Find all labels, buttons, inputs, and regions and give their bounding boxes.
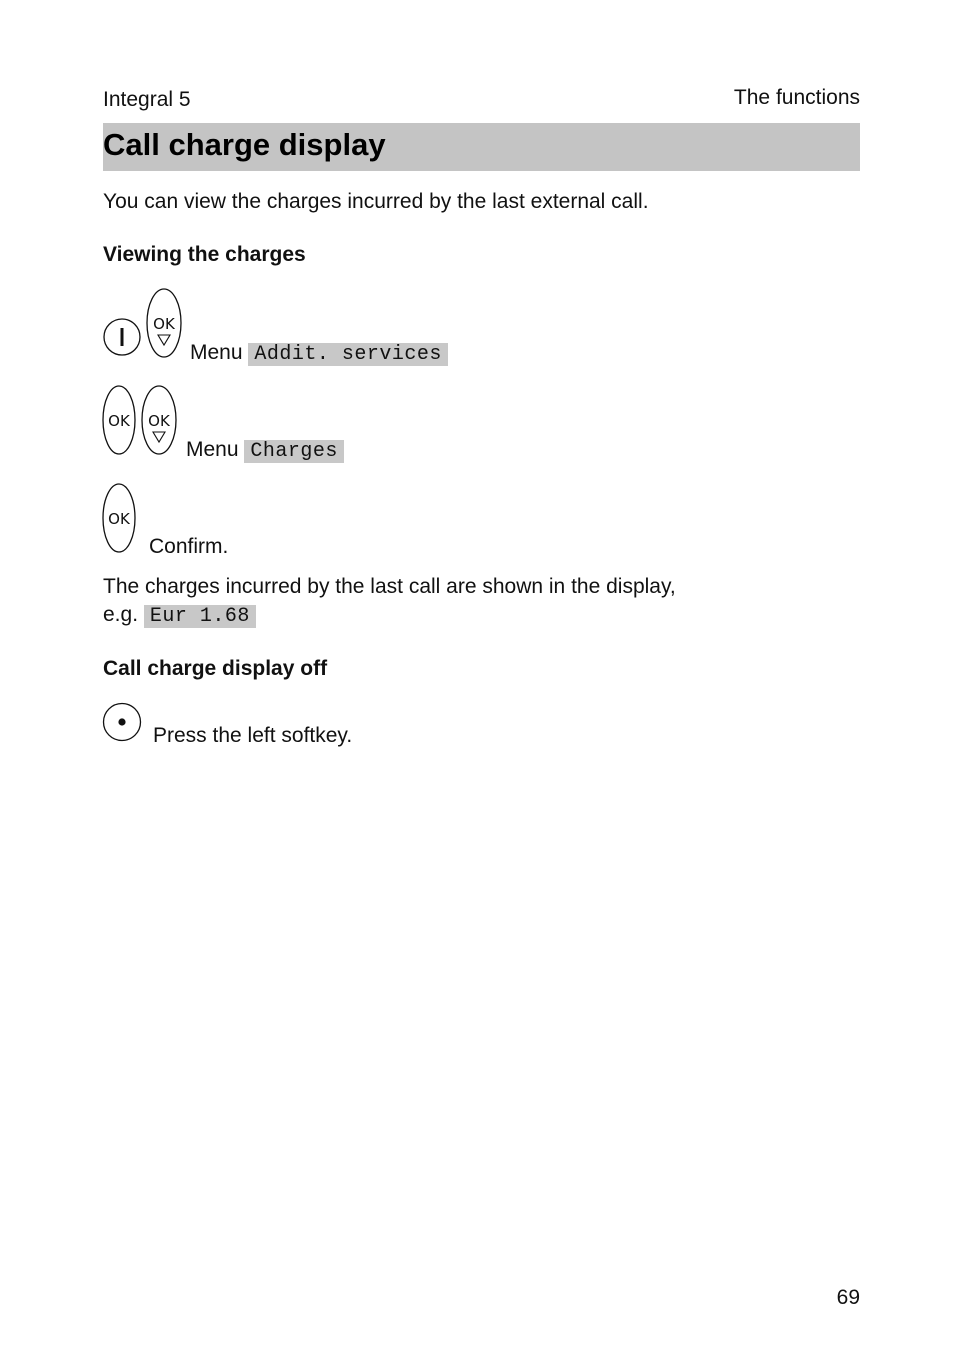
step-softkey [103,702,353,747]
section-heading-off: Call charge display off [103,657,328,680]
result-line-1: The charges incurred by the last call are shown in the display, [103,575,676,598]
step-2-label: Menu [186,438,239,461]
intro-text: You can view the charges incurred by the last external call. [103,190,649,213]
ok-down-key-icon [142,386,176,454]
step-1-label: Menu [190,341,243,364]
key-label: OK [153,315,175,333]
step-1-text [190,339,448,369]
step-2-text [186,436,344,466]
step-3-keys [103,483,139,555]
header-right: The functions [733,86,860,109]
step-3-text: Confirm. [149,535,229,558]
ok-key-icon [103,386,135,454]
step-1-keys [103,288,185,360]
title-bar [103,123,860,171]
key-label: OK [148,412,170,430]
step-softkey-text: Press the left softkey. [153,724,353,747]
result-text [103,573,803,631]
step-2-keys [103,385,181,457]
section-heading-viewing: Viewing the charges [103,243,306,266]
step-3 [103,483,229,560]
key-label: OK [108,510,130,528]
step-2 [103,385,338,463]
talk-key-icon [104,319,140,355]
ok-down-key-icon [147,289,181,357]
page-number: 69 [836,1286,860,1309]
display-addit-services: Addit. services [248,343,448,366]
step-1 [103,288,442,366]
page-title: Call charge display [103,127,386,162]
header-left: Integral 5 [103,88,191,111]
key-label: OK [108,412,130,430]
result-line-2 [103,601,803,631]
result-prefix: e.g. [103,603,139,626]
display-eur-value: Eur 1.68 [144,605,256,628]
left-softkey-icon [103,702,143,742]
ok-key-icon [103,484,135,552]
display-charges: Charges [244,440,344,463]
